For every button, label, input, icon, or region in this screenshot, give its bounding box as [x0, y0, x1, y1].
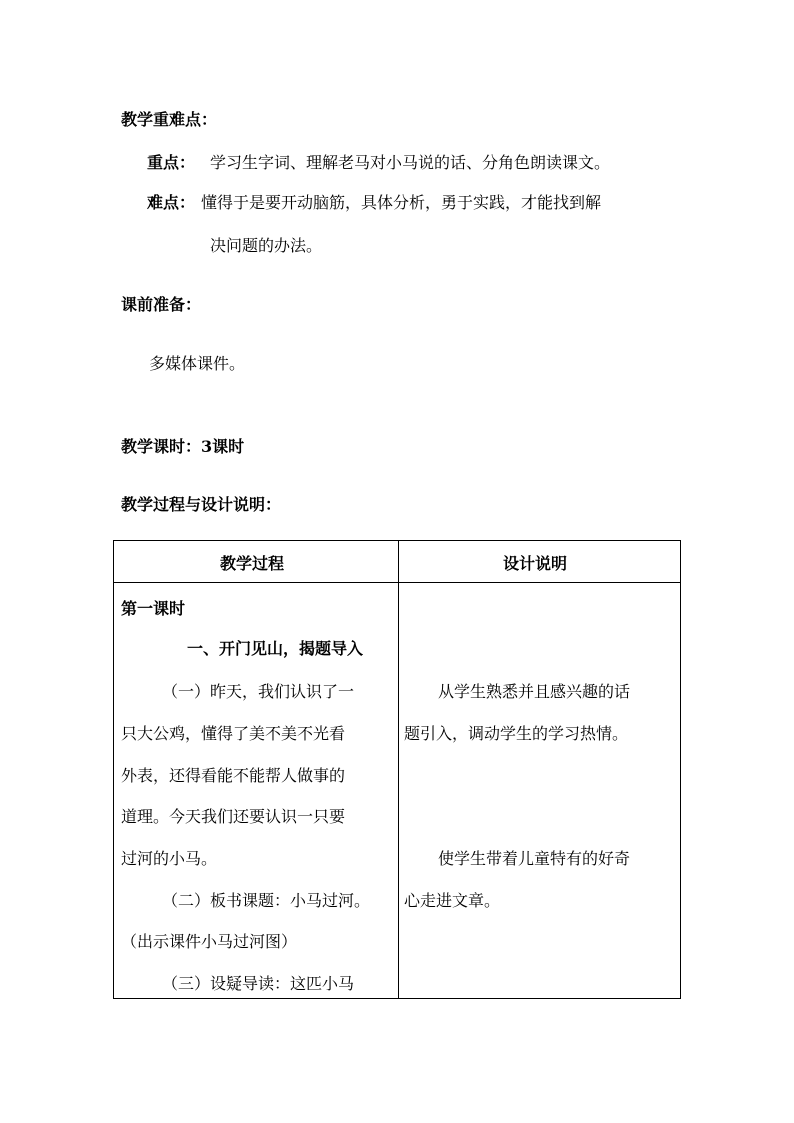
process-line: （出示课件小马过河图） [121, 932, 298, 951]
table-header-design: 设计说明 [503, 554, 568, 573]
design-line: 心走进文章。 [404, 891, 501, 910]
heading-preparation: 课前准备： [121, 295, 202, 314]
key-points-label: 重点： [147, 153, 196, 172]
lesson-title: 第一课时 [121, 599, 186, 618]
difficult-points-label: 难点： [147, 193, 196, 212]
process-line: （二）板书课题：小马过河。 [162, 891, 371, 910]
design-line: 题引入，调动学生的学习热情。 [404, 724, 629, 743]
process-line: 外表，还得看能不能帮人做事的 [121, 766, 346, 785]
process-line: 道理。今天我们还要认识一只要 [121, 807, 346, 826]
lesson-table [113, 540, 681, 999]
key-points-text: 学习生字词、理解老马对小马说的话、分角色朗读课文。 [210, 153, 611, 172]
preparation-text: 多媒体课件。 [149, 354, 246, 373]
table-header-process: 教学过程 [220, 554, 285, 573]
difficult-points-text-line2: 决问题的办法。 [210, 236, 323, 255]
heading-teaching-hours: 教学课时：3课时 [121, 437, 245, 456]
heading-process-and-design: 教学过程与设计说明： [121, 495, 282, 514]
table-header-divider [114, 582, 680, 583]
design-line: 使学生带着儿童特有的好奇 [438, 849, 631, 868]
process-line: 只大公鸡，懂得了美不美不光看 [121, 724, 346, 743]
design-line: 从学生熟悉并且感兴趣的话 [438, 682, 631, 701]
section-title: 一、开门见山，揭题导入 [187, 639, 364, 658]
table-column-divider [398, 541, 399, 998]
process-line: 过河的小马。 [121, 849, 218, 868]
process-line: （三）设疑导读：这匹小马 [162, 974, 355, 993]
difficult-points-text-line1: 懂得于是要开动脑筋，具体分析，勇于实践，才能找到解 [201, 193, 602, 212]
process-line: （一）昨天，我们认识了一 [162, 682, 355, 701]
heading-key-difficulties: 教学重难点： [121, 110, 218, 129]
